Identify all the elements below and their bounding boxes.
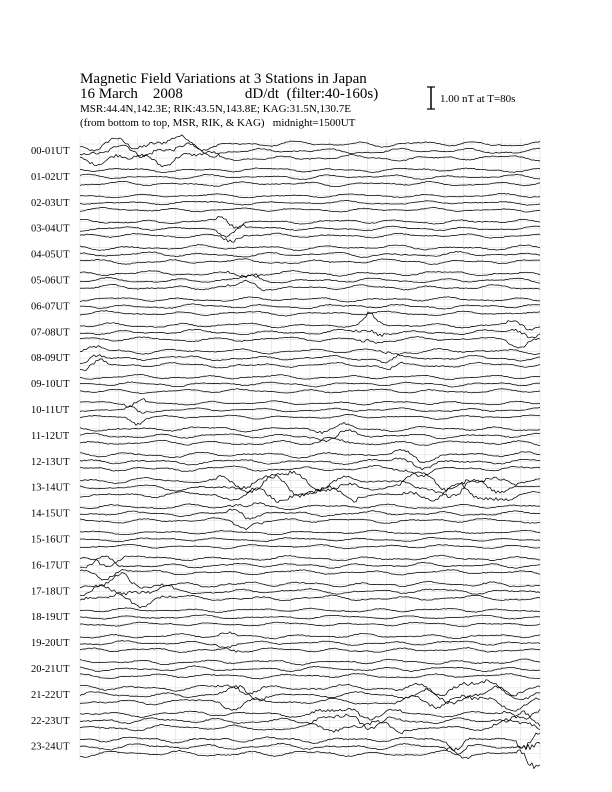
- row-label: 03-04UT: [31, 223, 70, 235]
- row-label: 17-18UT: [31, 586, 70, 598]
- row-label: 16-17UT: [31, 560, 70, 572]
- date-label: 16 March 2008: [80, 86, 183, 102]
- row-label: 06-07UT: [31, 301, 70, 313]
- station-order-note: (from bottom to top, MSR, RIK, & KAG) midnight=1500UT: [80, 117, 356, 129]
- row-label: 11-12UT: [31, 430, 70, 442]
- row-label: 20-21UT: [31, 664, 70, 675]
- row-label: 08-09UT: [31, 353, 70, 365]
- chart-title: Magnetic Field Variations at 3 Stations in Japan: [80, 71, 367, 87]
- filter-label: dD/dt (filter:40-160s): [244, 86, 379, 102]
- station-coordinates: MSR:44.4N,142.3E; RIK:43.5N,143.8E; KAG:31.5N,130.7E: [80, 103, 352, 115]
- row-label: 00-01UT: [31, 146, 70, 157]
- row-label: 23-24UT: [31, 741, 70, 753]
- row-label: 10-11UT: [31, 405, 70, 416]
- row-label: 19-20UT: [31, 638, 70, 650]
- row-label: 21-22UT: [31, 689, 70, 701]
- row-label: 04-05UT: [31, 249, 70, 261]
- row-label: 15-16UT: [31, 534, 70, 546]
- row-label: 18-19UT: [31, 612, 70, 624]
- row-label: 12-13UT: [31, 456, 70, 468]
- row-label: 22-23UT: [31, 715, 70, 727]
- row-label: 09-10UT: [31, 379, 70, 391]
- row-label: 07-08UT: [31, 327, 70, 339]
- row-label: 01-02UT: [31, 171, 70, 183]
- row-label: 14-15UT: [31, 508, 70, 520]
- row-label: 05-06UT: [31, 275, 70, 287]
- row-label: 02-03UT: [31, 197, 70, 209]
- scale-label: 1.00 nT at T=80s: [440, 93, 516, 105]
- row-label: 13-14UT: [31, 482, 70, 494]
- grid: [80, 138, 540, 760]
- row-labels: [31, 146, 70, 753]
